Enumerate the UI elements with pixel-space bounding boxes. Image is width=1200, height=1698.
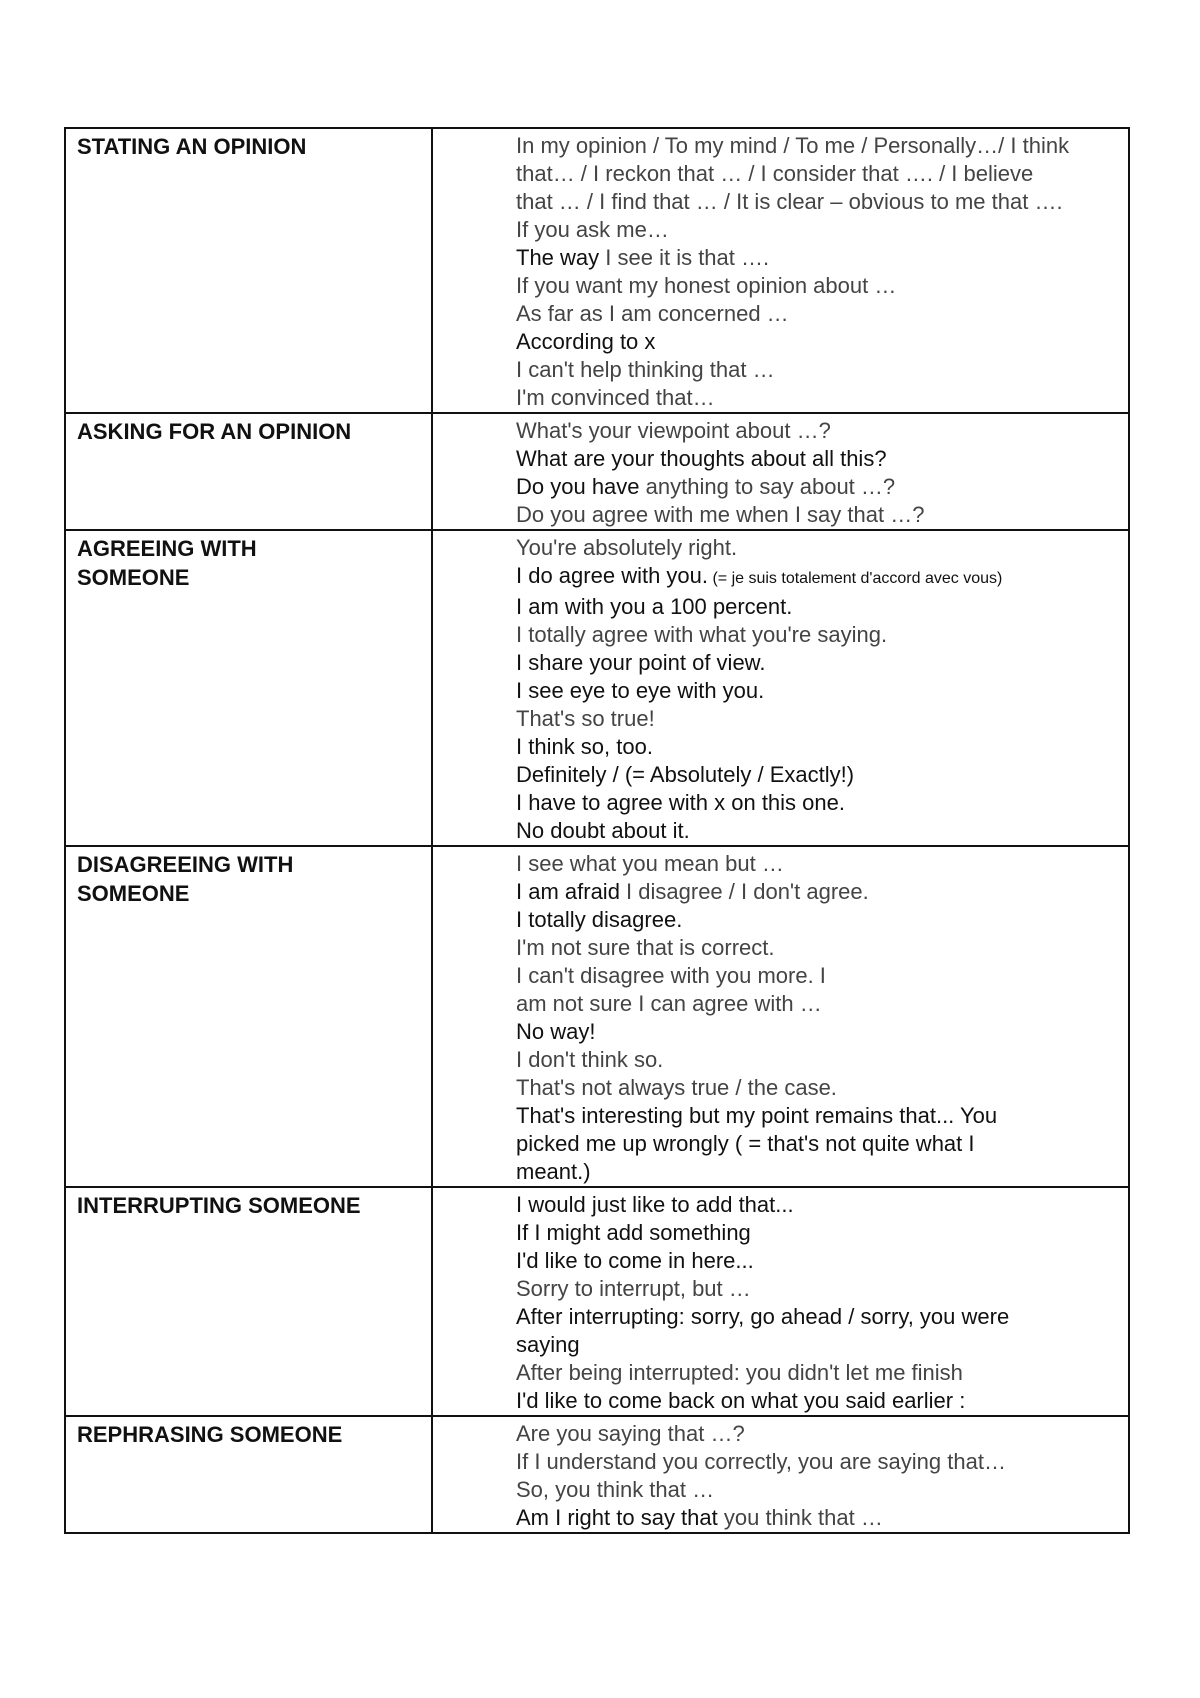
phrase-line — [516, 621, 1120, 649]
section-label-cell — [65, 1416, 432, 1533]
phrase-segment: If I understand you correctly, you are saying that… — [516, 1449, 1006, 1474]
phrase-line — [516, 160, 1120, 188]
phrase-line — [516, 1074, 1120, 1102]
phrase-line — [516, 417, 1120, 445]
phrase-segment: Do you agree with me when I say that …? — [516, 502, 925, 527]
section-row — [65, 413, 1129, 530]
phrase-list-cell — [432, 530, 1129, 846]
phrase-line — [516, 1018, 1120, 1046]
phrase-segment: I totally agree with what you're saying. — [516, 622, 888, 647]
phrase-line — [516, 1303, 1120, 1331]
section-label: INTERRUPTING SOMEONE — [77, 1193, 361, 1218]
phrase-list-cell — [432, 1187, 1129, 1416]
phrase-segment: I would just like to add that... — [516, 1192, 794, 1217]
phrase-segment: So, you think that … — [516, 1477, 715, 1502]
phrase-line — [516, 562, 1120, 593]
section-label-cell — [65, 846, 432, 1187]
phrase-segment: I can't disagree with you more. I — [516, 963, 826, 988]
section-row — [65, 1187, 1129, 1416]
phrase-line — [516, 1387, 1120, 1415]
phrase-line — [516, 789, 1120, 817]
phrase-list-cell — [432, 1416, 1129, 1533]
phrase-line — [516, 649, 1120, 677]
phrase-segment: I don't think so. — [516, 1047, 664, 1072]
phrase-segment: According to x — [516, 329, 656, 354]
phrase-segment: meant.) — [516, 1159, 591, 1184]
phrase-segment: I'm convinced that… — [516, 385, 715, 410]
phrases-table-body — [65, 128, 1129, 1533]
phrase-line — [516, 473, 1120, 501]
phrase-segment: Sorry to interrupt, but … — [516, 1276, 751, 1301]
section-row — [65, 530, 1129, 846]
phrase-segment: Definitely / (= Absolutely / Exactly!) — [516, 762, 855, 787]
section-row — [65, 1416, 1129, 1533]
phrase-segment: If I might add something — [516, 1220, 751, 1245]
section-label-cell — [65, 128, 432, 413]
phrase-line — [516, 878, 1120, 906]
section-label: DISAGREEING WITH SOMEONE — [77, 852, 294, 906]
phrase-segment: If you want my honest opinion about … — [516, 273, 897, 298]
section-label: AGREEING WITH SOMEONE — [77, 536, 257, 590]
phrase-line — [516, 328, 1120, 356]
phrase-line — [516, 216, 1120, 244]
phrase-segment: What's your viewpoint about …? — [516, 418, 831, 443]
phrase-line — [516, 1046, 1120, 1074]
phrase-segment: I'd like to come back on what you said earlier : — [516, 1388, 966, 1413]
phrase-line — [516, 705, 1120, 733]
phrase-line — [516, 906, 1120, 934]
phrase-segment: I'd like to come in here... — [516, 1248, 754, 1273]
phrase-segment: Am I right to say that — [516, 1505, 718, 1530]
phrase-line — [516, 384, 1120, 412]
phrase-segment: picked me up wrongly ( = that's not quite what I — [516, 1131, 975, 1156]
phrase-segment: After interrupting: sorry, go ahead / sorry, you were — [516, 1304, 1010, 1329]
phrase-segment: That's so true! — [516, 706, 655, 731]
phrase-list-cell — [432, 128, 1129, 413]
phrase-segment: I disagree / I don't agree. — [619, 879, 869, 904]
phrase-line — [516, 1504, 1120, 1532]
phrase-segment: I have to agree with x on this one. — [516, 790, 845, 815]
phrase-line — [516, 1102, 1120, 1130]
phrase-segment: I see what you mean but … — [516, 851, 784, 876]
phrase-line — [516, 850, 1120, 878]
phrase-line — [516, 1331, 1120, 1359]
phrase-segment: I see eye to eye with you. — [516, 678, 765, 703]
section-label-cell — [65, 530, 432, 846]
phrase-segment: That's not always true / the case. — [516, 1075, 837, 1100]
phrase-segment: I do agree with you. — [516, 563, 709, 588]
phrase-line — [516, 934, 1120, 962]
phrase-line — [516, 761, 1120, 789]
phrase-line — [516, 501, 1120, 529]
phrase-segment: That's interesting but my point remains that... You — [516, 1103, 998, 1128]
phrase-segment: You're absolutely right. — [516, 535, 738, 560]
phrase-line — [516, 244, 1120, 272]
phrase-segment: saying — [516, 1332, 580, 1357]
phrase-segment: I am afraid — [516, 879, 620, 904]
phrase-segment: No way! — [516, 1019, 596, 1044]
phrase-line — [516, 962, 1120, 990]
phrase-line — [516, 300, 1120, 328]
phrase-line — [516, 1275, 1120, 1303]
phrase-segment: I'm not sure that is correct. — [516, 935, 775, 960]
phrase-line — [516, 356, 1120, 384]
section-label-cell — [65, 1187, 432, 1416]
phrases-table — [64, 127, 1130, 1534]
phrase-line — [516, 817, 1120, 845]
phrase-line — [516, 733, 1120, 761]
phrase-segment: anything to say about …? — [639, 474, 896, 499]
section-label: REPHRASING SOMEONE — [77, 1422, 343, 1447]
phrase-line — [516, 534, 1120, 562]
phrase-segment: that … / I find that … / It is clear – obvious to me that …. — [516, 189, 1063, 214]
section-row — [65, 128, 1129, 413]
phrase-segment: you think that … — [717, 1505, 883, 1530]
phrase-segment: am not sure I can agree with … — [516, 991, 822, 1016]
phrase-line — [516, 677, 1120, 705]
phrase-line — [516, 593, 1120, 621]
phrase-segment: What are your thoughts about all this? — [516, 446, 887, 471]
phrase-segment: After being interrupted: you didn't let me finish — [516, 1360, 963, 1385]
phrase-segment: (= je suis totalement d'accord avec vous) — [708, 570, 1003, 587]
phrase-segment: If you ask me… — [516, 217, 669, 242]
phrase-segment: that… / I reckon that … / I consider that …. / I believe — [516, 161, 1034, 186]
phrase-segment: No doubt about it. — [516, 818, 690, 843]
phrase-line — [516, 1191, 1120, 1219]
phrase-list-cell — [432, 413, 1129, 530]
phrase-segment: I see it is that …. — [599, 245, 770, 270]
phrase-line — [516, 1476, 1120, 1504]
phrase-line — [516, 990, 1120, 1018]
phrase-line — [516, 1247, 1120, 1275]
section-label: ASKING FOR AN OPINION — [77, 419, 352, 444]
phrase-line — [516, 1158, 1120, 1186]
phrase-segment: I think so, too. — [516, 734, 653, 759]
section-row — [65, 846, 1129, 1187]
section-label: STATING AN OPINION — [77, 134, 307, 159]
phrase-line — [516, 1219, 1120, 1247]
phrase-segment: I totally disagree. — [516, 907, 683, 932]
phrase-segment: In my opinion / To my mind / To me / Personally…/ I think — [516, 133, 1070, 158]
phrase-segment: I can't help thinking that … — [516, 357, 775, 382]
phrase-line — [516, 132, 1120, 160]
phrase-line — [516, 1448, 1120, 1476]
phrase-segment: As far as I am concerned … — [516, 301, 789, 326]
phrase-segment: The way — [516, 245, 600, 270]
phrase-line — [516, 445, 1120, 473]
phrase-segment: I share your point of view. — [516, 650, 766, 675]
phrase-line — [516, 1359, 1120, 1387]
phrase-list-cell — [432, 846, 1129, 1187]
phrase-line — [516, 188, 1120, 216]
phrase-segment: I am with you a 100 percent. — [516, 594, 793, 619]
phrase-line — [516, 1130, 1120, 1158]
phrase-segment: Do you have — [516, 474, 640, 499]
phrase-line — [516, 272, 1120, 300]
section-label-cell — [65, 413, 432, 530]
phrase-line — [516, 1420, 1120, 1448]
phrase-segment: Are you saying that …? — [516, 1421, 745, 1446]
